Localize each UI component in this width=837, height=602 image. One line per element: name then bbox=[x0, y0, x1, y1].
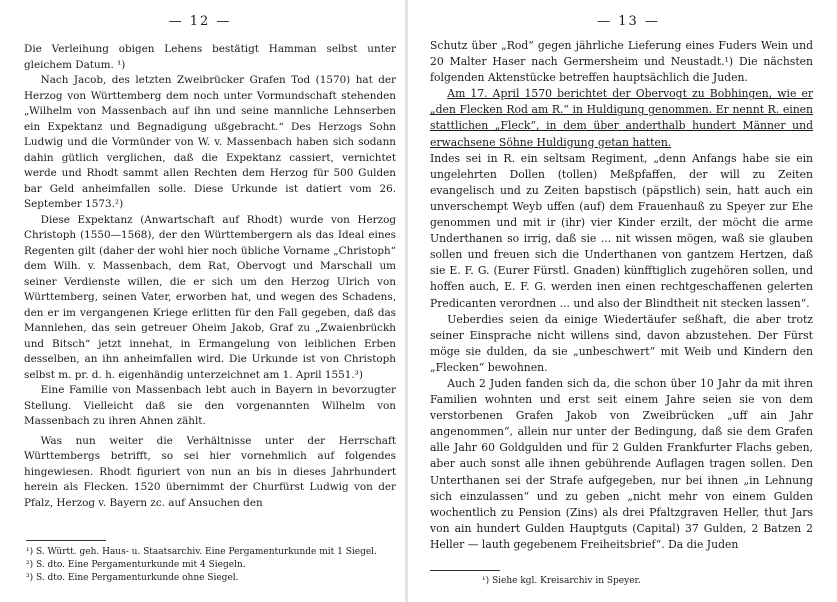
paragraph-2: Nach Jacob, des letzten Zweibrücker Grafen Tod (1570) hat der Herzog von Württemberg dem noch unter Vormundschaft stehenden „Wilhelm von Massenbach auf ihn und seine mannliche Lehnserben ein Expektanz und Begnadigung ußgebracht.“ Des Herzogs Sohn Ludwig und die Vormünder von W. v. Massenbach haben sich sodann dahin gütlich verglichen, daß die Expektanz cassiert, vernichtet werde und Rhodt sammt allen Rechten dem Herzog für 500 Gulden bar Geld anheimfallen solle. Diese Urkunde ist datiert vom 26. September 1573.²) bbox=[24, 74, 396, 210]
left-page-body bbox=[24, 42, 396, 511]
paragraph-3: Diese Expektanz (Anwartschaft auf Rhodt) wurde von Herzog Christoph (1550—1568), der den Württembergern als das Ideal eines Regenten gilt (daher der wohl hier noch übliche Vorname „Christoph“ dem Wilh. v. Massenbach, dem Rat, Obervogt und Marschall um seiner Verdienste willen, die er sich um den Herzog Ulrich von Württemberg, seinen Vater, erworben hat, und wegen des Schadens, den er im vergangenen Kriege erlitten für den Fall gegeben, daß das Mannlehen, das sein getreuer Oheim Jakob, Graf zu „Zwaienbrückh und Bitsch“ jetzt innehat, in Ermangelung von leiblichen Erben desselben, an ihn anheimfallen wird. Die Urkunde ist von Christoph selbst m. pr. d. h. eigenhändig unterzeichnet am 1. April 1551.³) bbox=[24, 213, 396, 381]
footnotes-left bbox=[26, 546, 396, 585]
footnote-2: ²) S. dto. Eine Pergamenturkunde mit 4 Siegeln. bbox=[26, 560, 246, 570]
right-page-body bbox=[430, 38, 813, 553]
footnote-rule-right bbox=[430, 570, 500, 571]
paragraph-1: Die Verleihung obigen Lehens bestätigt Hamman selbst unter gleichem Datum. ¹) bbox=[24, 43, 396, 71]
paragraph-5: Auch 2 Juden fanden sich da, die schon über 10 Jahr da mit ihren Familien wohnten und erst seit einem Jahre seien sie von dem verstorbenen Grafen Jakob von Zweibrücken „uff ain Jahr angenommen“, allein nur unter der Bedingung, daß sie dem Grafen alle Jahr 60 Goldgulden und für 2 Gulden Frankfurter Flachs geben, aber auch sonst alle ihnen gebührende Auflagen tragen sollen. Den Unterthanen sei der Strafe aufgegeben, nur bei ihnen „in Lehnung sich einzulassen“ und zu geben „nicht mehr von einem Gulden wochentlich zu Pension (Zins) als drei Pfaltzgraven Heller, thut Jars von ain hundert Gulden Hauptguts (Capital) 37 Gulden, 2 Batzen 2 Heller — lauth gegebenem Freiheitsbrief“. Da die Juden bbox=[430, 376, 813, 551]
footnote-3: ³) S. dto. Eine Pergamenturkunde ohne Siegel. bbox=[26, 573, 239, 583]
left-page bbox=[0, 0, 400, 602]
paragraph-4: Ueberdies seien da einige Wiedertäufer seßhaft, die aber trotz seiner Einsprache nicht willens sind, davon abzustehen. Der Fürst möge sie dulden, da sie „unbeschwert“ mit Weib und Kindern den „Flecken“ bewohnen. bbox=[430, 312, 813, 374]
paragraph-3: Indes sei in R. ein seltsam Regiment, „denn Anfangs habe sie ein ungelehrten Dollen (tollen) Meßpfaffen, der will zu Zeiten evangelisch und zu Zeiten bapstisch (päpstlich) sein, hatt auch ein unverschempt Weyb uffen (auf) dem Frauenhauß zu Speyer zur Ehe genommen und mit ir (ihr) vier Kinder erzilt, der möcht die arme Underthanen so irrig, daß sie ... nit wissen mögen, waß sie glauben sollen und freuen sich die Underthanen von gantzem Hertzen, daß sie E. F. G. (Eurer Fürstl. Gnaden) künfftiglich zugehören sollen, und hoffen auch, E. F. G. werden inen einen rechtgeschaffenen gelerten Predicanten verordnen ... und also der Blindtheit nit stecken lassen“. bbox=[430, 151, 813, 310]
footnote-1: ¹) Siehe kgl. Kreisarchiv in Speyer. bbox=[482, 576, 641, 586]
paragraph-2: Am 17. April 1570 berichtet der Obervogt zu Bobhingen, wie er „den Flecken Rod am R.“ in Huldigung genommen. Er nennt R. einen stattlichen „Fleck“, in dem über anderthalb hundert Männer und erwachsene Söhne Huldigung getan hatten. bbox=[430, 87, 813, 149]
page-number-left: — 12 — bbox=[168, 14, 232, 29]
footnote-1: ¹) S. Württ. geh. Haus- u. Staatsarchiv. Eine Pergamenturkunde mit 1 Siegel. bbox=[26, 547, 377, 557]
book-gutter bbox=[405, 0, 408, 602]
right-page bbox=[420, 0, 837, 602]
paragraph-1: Schutz über „Rod“ gegen jährliche Lieferung eines Fuders Wein und 20 Malter Haser nach Germersheim und Neustadt.¹) Die nächsten folgenden Aktenstücke betreffen hauptsächlich die Juden. bbox=[430, 39, 813, 85]
paragraph-5: Was nun weiter die Verhältnisse unter der Herrschaft Württembergs betrifft, so sei hier vornehmlich auf folgendes hingewiesen. Rhodt figuriert von nun an bis in dieses Jahrhundert herein als Flecken. 1520 übernimmt der Churfürst Ludwig von der Pfalz, Herzog v. Bayern zc. auf Ansuchen den bbox=[24, 434, 396, 509]
footnotes-right bbox=[482, 575, 833, 588]
footnote-rule-left bbox=[26, 540, 106, 541]
page-number-right: — 13 — bbox=[597, 14, 660, 29]
paragraph-4: Eine Familie von Massenbach lebt auch in Bayern in bevorzugter Stellung. Vielleicht daß sie den vorgenannten Wilhelm von Massenbach zu ihren Ahnen zählt. bbox=[24, 384, 396, 427]
